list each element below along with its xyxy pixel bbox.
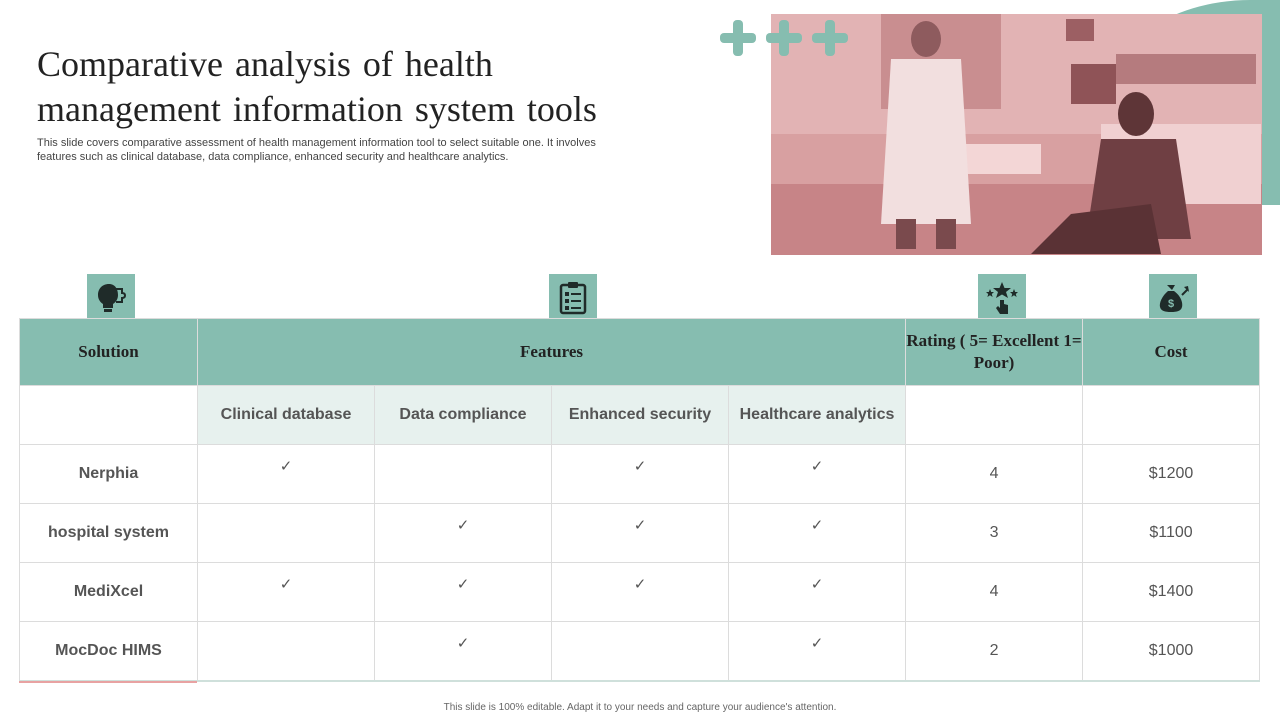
check-icon: ✓ (375, 622, 552, 681)
check-cell (198, 622, 375, 681)
check-icon: ✓ (375, 563, 552, 622)
empty-cell (20, 386, 198, 445)
table-header-row (20, 319, 1260, 386)
lightbulb-puzzle-icon (85, 272, 137, 324)
check-icon: ✓ (375, 504, 552, 563)
check-icon: ✓ (552, 445, 729, 504)
check-icon: ✓ (729, 563, 906, 622)
header-solution: Solution (20, 319, 198, 386)
check-icon: ✓ (198, 445, 375, 504)
feature-healthcare-analytics: Healthcare analytics (729, 386, 906, 445)
footer-note: This slide is 100% editable. Adapt it to your needs and capture your audience's attention. (443, 702, 837, 713)
check-icon: ✓ (552, 563, 729, 622)
check-icon: ✓ (729, 445, 906, 504)
feature-subheader-row (20, 386, 1260, 445)
empty-cell (906, 386, 1083, 445)
empty-cell (1083, 386, 1260, 445)
cost-value: $1100 (1083, 504, 1260, 563)
feature-clinical-database: Clinical database (198, 386, 375, 445)
svg-text:$: $ (1167, 298, 1175, 310)
check-icon: ✓ (729, 504, 906, 563)
header-features: Features (198, 319, 906, 386)
checklist-icon (547, 272, 599, 324)
table-row (20, 563, 1260, 622)
solution-name: Nerphia (20, 445, 198, 504)
solution-name: hospital system (20, 504, 198, 563)
feature-data-compliance: Data compliance (375, 386, 552, 445)
check-cell (198, 504, 375, 563)
plus-icon (766, 20, 802, 56)
solution-name: MediXcel (20, 563, 198, 622)
check-icon: ✓ (729, 622, 906, 681)
accent-underline (19, 681, 197, 683)
comparison-table (19, 318, 1260, 682)
cost-value: $1000 (1083, 622, 1260, 681)
rating-value: 3 (906, 504, 1083, 563)
page-title: Comparative analysis of health management information system tools (37, 44, 597, 129)
plus-icon (720, 20, 756, 56)
plus-icon (812, 20, 848, 56)
rating-value: 4 (906, 563, 1083, 622)
table-row (20, 445, 1260, 504)
table-row (20, 622, 1260, 681)
check-icon: ✓ (552, 504, 729, 563)
money-bag-icon (1147, 272, 1199, 324)
check-cell (375, 445, 552, 504)
cost-value: $1200 (1083, 445, 1260, 504)
table-row (20, 504, 1260, 563)
check-cell (552, 622, 729, 681)
feature-enhanced-security: Enhanced security (552, 386, 729, 445)
rating-value: 2 (906, 622, 1083, 681)
solution-name: MocDoc HIMS (20, 622, 198, 681)
page-subtitle: This slide covers comparative assessment of health management information tool to select suitable one. It involves features such as clinical database, data compliance, enhanced security and healthcare analytics. (37, 137, 596, 163)
header-cost: Cost (1083, 319, 1260, 386)
check-icon: ✓ (198, 563, 375, 622)
header-rating: Rating ( 5= Excellent 1= Poor) (906, 319, 1083, 386)
rating-stars-icon (976, 272, 1028, 324)
rating-value: 4 (906, 445, 1083, 504)
cost-value: $1400 (1083, 563, 1260, 622)
